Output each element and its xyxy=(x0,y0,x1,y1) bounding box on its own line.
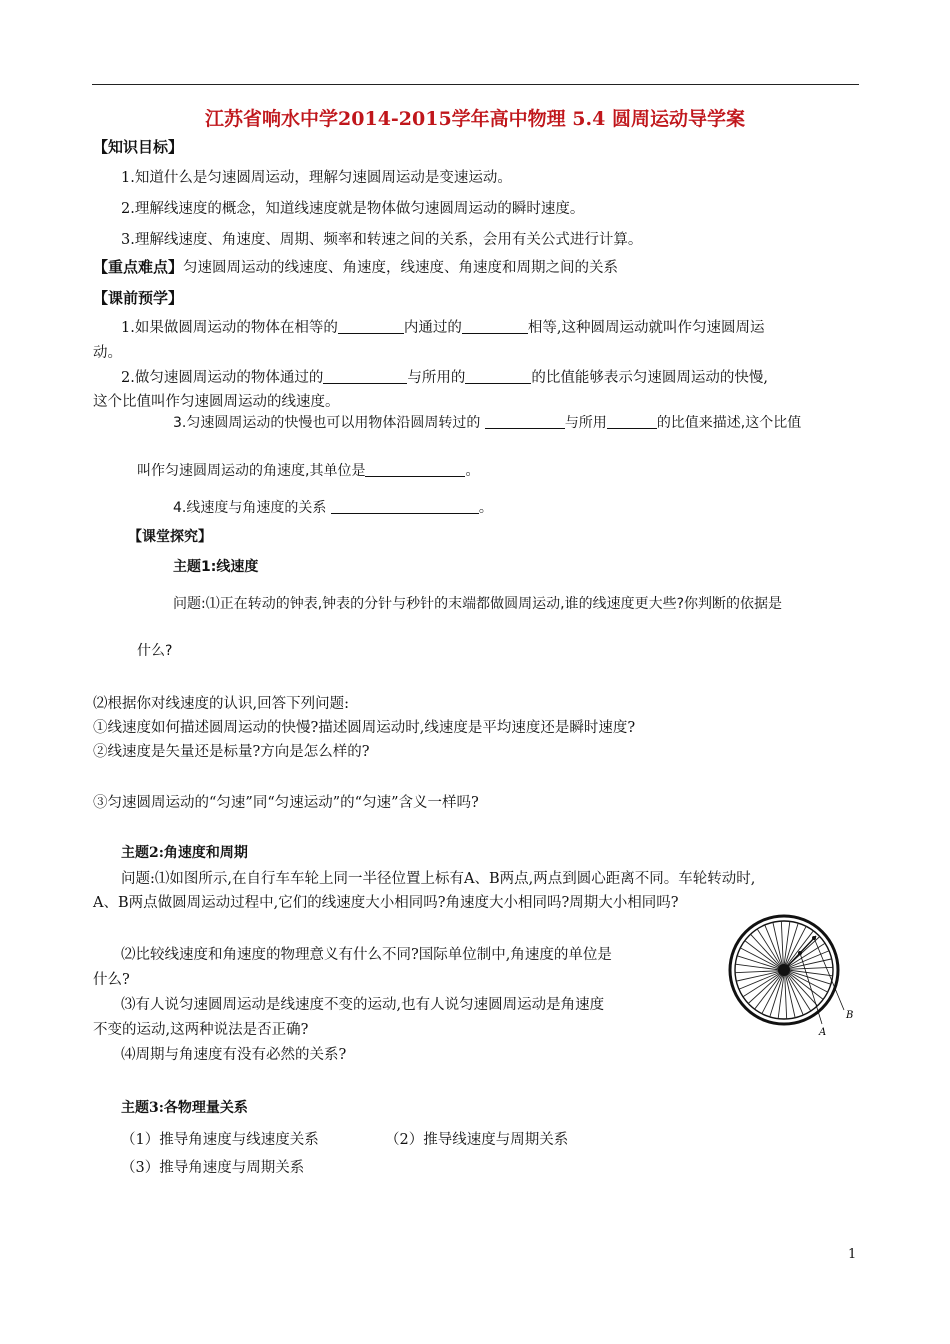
preview-q2-text-b: 与所用的 xyxy=(407,370,466,386)
label-b: B xyxy=(846,1010,854,1021)
section-heading-key-points: 【重点难点】 xyxy=(93,258,184,276)
preview-q1 xyxy=(121,316,764,337)
section-heading-preview: 【课前预学】 xyxy=(93,289,184,307)
fill-blank[interactable] xyxy=(365,462,465,477)
topic-3-item-2: （2）推导线速度与周期关系 xyxy=(385,1132,569,1148)
topic-3-item-1: （1）推导角速度与线速度关系 xyxy=(121,1132,319,1148)
preview-q3-text-a: 3.匀速圆周运动的快慢也可以用物体沿圆周转过的 xyxy=(173,415,481,431)
wheel-spoke xyxy=(786,973,803,1015)
topic-1-question-1-continued: 什么? xyxy=(137,643,173,659)
topic-1-question-2b: ②线速度是矢量还是标量?方向是怎么样的? xyxy=(93,744,370,760)
preview-q2 xyxy=(121,366,768,387)
topic-3-heading: 主题3:各物理量关系 xyxy=(121,1100,248,1116)
wheel-spoke xyxy=(735,971,780,973)
topic-2-question-3-continued: 不变的运动,这两种说法是否正确? xyxy=(93,1022,309,1038)
preview-q2-text-a: 2.做匀速圆周运动的物体通过的 xyxy=(121,370,324,386)
preview-q1-text-b: 内通过的 xyxy=(403,320,462,336)
wheel-spoke xyxy=(739,972,781,989)
wheel-spoke xyxy=(785,974,787,1019)
topic-1-question-2: ⑵根据你对线速度的认识,回答下列问题: xyxy=(93,696,349,712)
topic-2-question-1: 问题:⑴如图所示,在自行车车轮上同一半径位置上标有A、B两点,两点到圆心距离不同。车轮转动时, xyxy=(121,871,756,887)
label-a: A xyxy=(819,1027,827,1038)
preview-q3-continued xyxy=(137,460,479,480)
wheel-spoke xyxy=(757,929,781,967)
bicycle-wheel-figure xyxy=(726,914,866,1038)
preview-q3-text-c: 的比值来描述,这个比值 xyxy=(656,415,802,431)
fill-blank[interactable] xyxy=(607,414,657,429)
page-number: 1 xyxy=(848,1247,857,1262)
topic-3-item-3: （3）推导角速度与周期关系 xyxy=(121,1160,305,1176)
fill-blank[interactable] xyxy=(485,414,565,429)
topic-2-question-3: ⑶有人说匀速圆周运动是线速度不变的运动,也有人说匀速圆周运动是角速度 xyxy=(121,997,605,1013)
preview-q4-text-a: 4.线速度与角速度的关系 xyxy=(173,500,327,516)
preview-q1-text-a: 1.如果做圆周运动的物体在相等的 xyxy=(121,320,338,336)
wheel-spoke xyxy=(787,973,811,1011)
preview-q3-text-b: 与所用 xyxy=(564,415,607,431)
topic-2-question-2-continued: 什么? xyxy=(93,972,130,988)
section-heading-knowledge-goals: 【知识目标】 xyxy=(93,138,184,156)
topic-2-heading: 主题2:角速度和周期 xyxy=(121,845,248,861)
topic-1-question-2c: ③匀速圆周运动的“匀速”同“匀速运动”的“匀速”含义一样吗? xyxy=(93,795,479,811)
preview-q2-continued: 这个比值叫作匀速圆周运动的线速度。 xyxy=(93,394,340,410)
preview-q1-continued: 动。 xyxy=(93,345,122,361)
goal-item-1: 1.知道什么是匀速圆周运动，理解匀速圆周运动是变速运动。 xyxy=(121,170,512,186)
topic-1-heading: 主题1:线速度 xyxy=(173,559,259,575)
preview-q3-text-d: 叫作匀速圆周运动的角速度,其单位是 xyxy=(137,463,366,479)
preview-q2-text-c: 的比值能够表示匀速圆周运动的快慢, xyxy=(531,370,768,386)
preview-q4-text-b: 。 xyxy=(478,500,493,516)
preview-q3 xyxy=(173,412,801,432)
header-rule xyxy=(92,84,859,85)
topic-1-question-2a: ①线速度如何描述圆周运动的快慢?描述圆周运动时,线速度是平均速度还是瞬时速度? xyxy=(93,720,636,736)
topic-2-question-2: ⑵比较线速度和角速度的物理意义有什么不同?国际单位制中,角速度的单位是 xyxy=(121,947,612,963)
key-points-row xyxy=(93,256,618,277)
goal-item-3: 3.理解线速度、角速度、周期、频率和转速之间的关系，会用有关公式进行计算。 xyxy=(121,232,643,248)
topic-2-question-1-continued: A、B两点做圆周运动过程中,它们的线速度大小相同吗?角速度大小相同吗?周期大小相同吗? xyxy=(93,895,679,911)
topic-1-question-1: 问题:⑴正在转动的钟表,钟表的分针与秒针的末端都做圆周运动,谁的线速度更大些?你判断的依据是 xyxy=(173,596,783,612)
preview-q1-text-c: 相等,这种圆周运动就叫作匀速圆周运 xyxy=(527,320,765,336)
preview-q3-text-e: 。 xyxy=(465,463,480,479)
key-points-text: 匀速圆周运动的线速度、角速度，线速度、角速度和周期之间的关系 xyxy=(183,260,619,276)
section-heading-classroom: 【课堂探究】 xyxy=(128,529,212,545)
wheel-spoke xyxy=(743,973,781,997)
document-title: 江苏省响水中学2014-2015学年高中物理 5.4 圆周运动导学案 xyxy=(205,108,745,130)
wheel-spoke xyxy=(765,925,782,967)
fill-blank[interactable] xyxy=(338,319,404,334)
preview-q4 xyxy=(173,497,493,517)
fill-blank[interactable] xyxy=(465,369,531,384)
fill-blank[interactable] xyxy=(323,369,407,384)
wheel-spoke xyxy=(781,921,783,966)
fill-blank[interactable] xyxy=(331,499,479,514)
fill-blank[interactable] xyxy=(462,319,528,334)
goal-item-2: 2.理解线速度的概念，知道线速度就是物体做匀速圆周运动的瞬时速度。 xyxy=(121,201,585,217)
topic-2-question-4: ⑷周期与角速度有没有必然的关系? xyxy=(121,1047,347,1063)
